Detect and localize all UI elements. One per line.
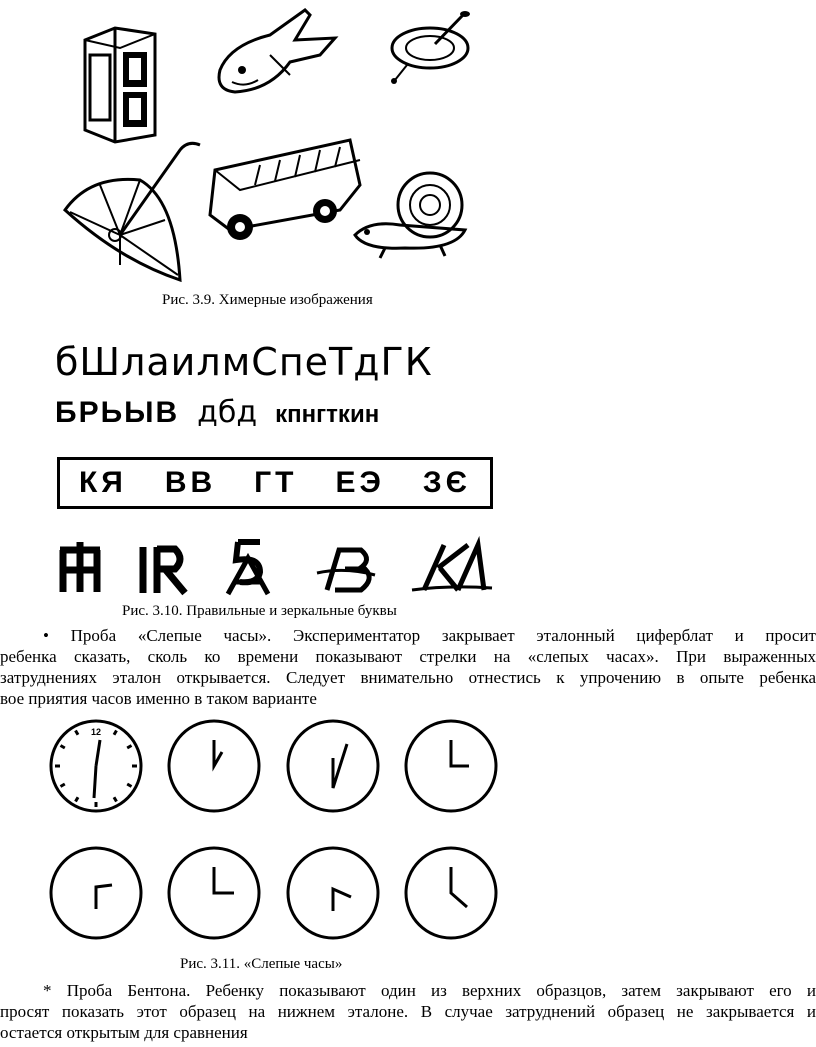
umbrella-sketch — [60, 140, 185, 290]
blind-clock-3 — [403, 718, 499, 814]
mirrored-letters-box — [57, 457, 493, 509]
blind-clock-description — [0, 625, 816, 709]
letters-row-2 — [55, 395, 379, 430]
blind-clock-2 — [285, 718, 381, 814]
combined-letters-rk — [135, 545, 190, 595]
letters-row-1: бШлаилмСпеТдГК — [55, 340, 433, 384]
figure-3-10-caption: Рис. 3.10. Правильные и зеркальные буквы — [122, 603, 397, 619]
benton-test-description — [0, 980, 816, 1043]
blind-clock-7 — [403, 845, 499, 941]
paragraph-1-line-4: вое приятия часов именно в таком варианте — [0, 689, 317, 708]
airplane-fish-sketch — [210, 0, 340, 100]
paragraph-2-line-3: остается открытым для сравнения — [0, 1023, 248, 1042]
paragraph-1-line-1: • Проба «Слепые часы». Экспериментатор закрывает эталонный циферблат и просит — [43, 626, 816, 645]
figure-3-9-caption: Рис. 3.9. Химерные изображения — [162, 292, 373, 308]
letter-pair-1: КЯ — [78, 466, 127, 499]
blind-clock-6 — [285, 845, 381, 941]
reference-clock-twelve: 12 — [90, 727, 102, 737]
combined-letters-sh — [55, 540, 105, 595]
plate-with-spoon-sketch — [385, 10, 475, 85]
snail-turtle-sketch — [345, 160, 475, 260]
letter-pair-3: ГТ — [254, 466, 298, 499]
reference-clock — [48, 718, 144, 814]
letter-pair-5: ЗЄ — [422, 466, 471, 499]
paragraph-1-line-2: ребенка сказать, сколь ко времени показывают стрелки на «слепых часах». При выраженных — [0, 647, 816, 666]
combined-letters-5a — [220, 538, 275, 598]
paragraph-2-line-1: * Проба Бентона. Ребенку показывают один из верхних образцов, затем закрывают его и — [43, 981, 816, 1000]
combined-letters-kl — [410, 540, 495, 595]
paragraph-1-line-3: затруднениях эталон открывается. Следует внимательно отнестись к упрочению в опыте ребенка — [0, 668, 816, 687]
letter-pair-2: ВВ — [164, 466, 217, 499]
combined-letters-rv — [315, 545, 380, 595]
cabinet-sketch — [75, 20, 165, 145]
figure-3-11-caption: Рис. 3.11. «Слепые часы» — [180, 956, 343, 972]
blind-clock-4 — [48, 845, 144, 941]
letters-row-2-bold: БРЬЫВ — [55, 396, 180, 429]
paragraph-2-line-2: просят показать этот образец на нижнем эталоне. В случае затруднений образец не закрывается и — [0, 1002, 816, 1021]
blind-clock-1 — [166, 718, 262, 814]
blind-clock-5 — [166, 845, 262, 941]
letters-row-2-mirror: дбд — [197, 395, 258, 430]
letter-pair-4: ЕЭ — [335, 466, 385, 499]
letters-row-2-narrow: кпнгткин — [275, 401, 380, 428]
